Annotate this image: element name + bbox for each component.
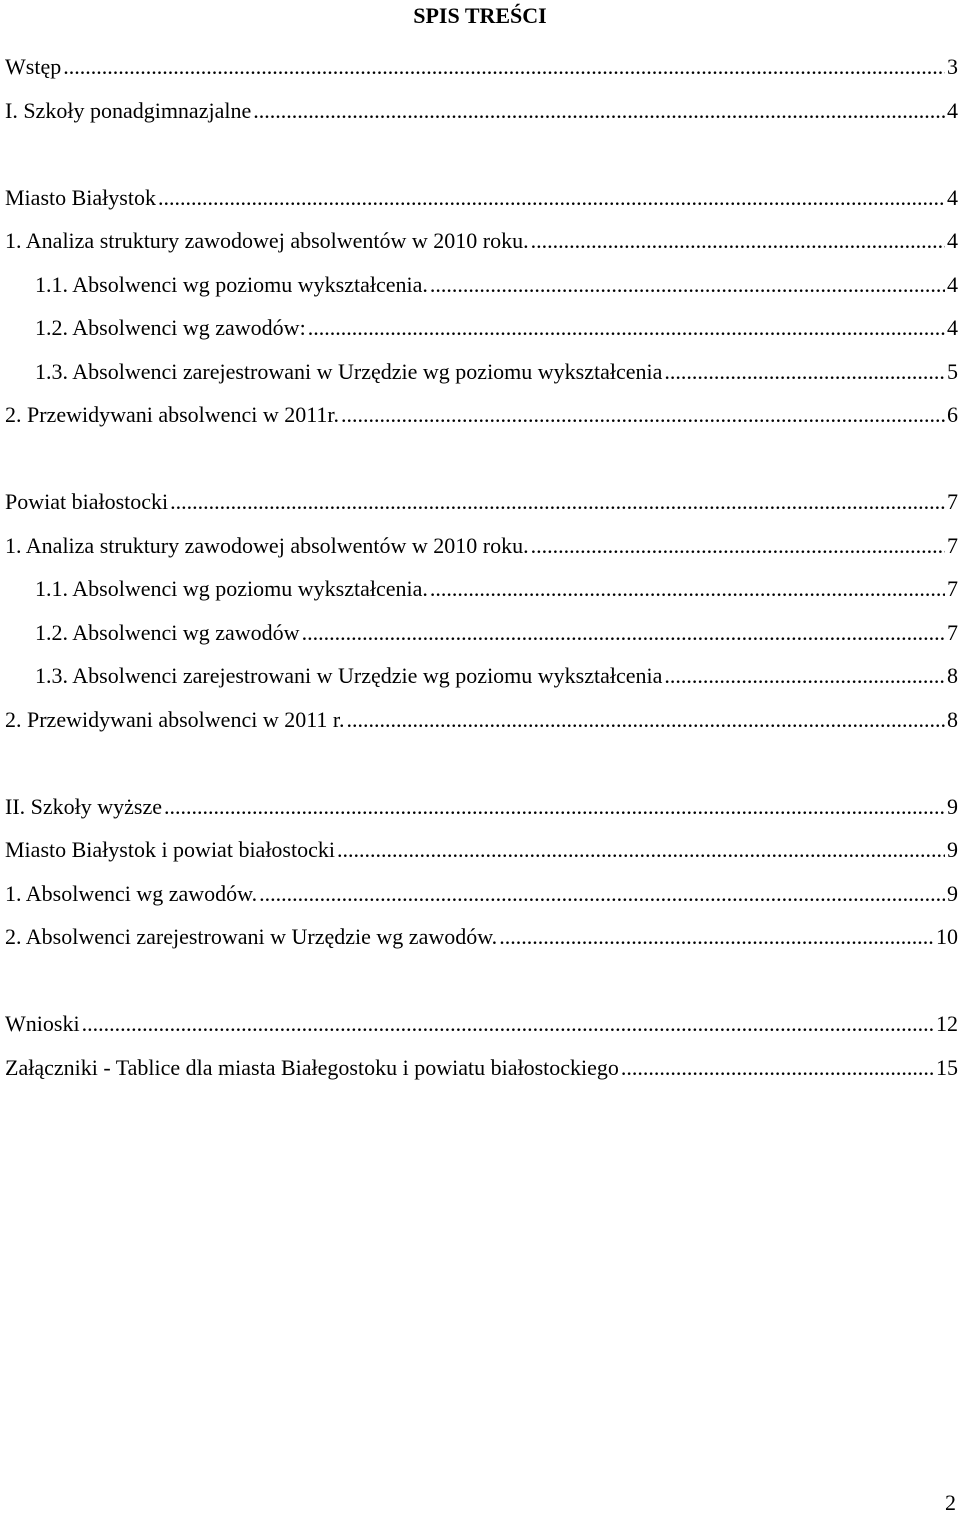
page-number: 2 xyxy=(945,1490,956,1515)
dot-leader xyxy=(621,1054,934,1082)
toc-entry-page: 7 xyxy=(947,532,958,558)
dot-leader xyxy=(430,271,945,299)
toc-entry[interactable] xyxy=(5,1010,958,1054)
toc-entry[interactable] xyxy=(5,836,958,880)
toc-entry[interactable] xyxy=(5,401,958,445)
toc-entry[interactable] xyxy=(5,1054,958,1098)
toc-entry[interactable] xyxy=(5,271,958,315)
toc-entry-title: 1.2. Absolwenci wg zawodów: xyxy=(35,315,306,340)
toc-entry-title: Miasto Białystok xyxy=(5,184,156,210)
toc-entry-page: 3 xyxy=(947,54,958,79)
toc-entry-title: Wstęp xyxy=(5,54,62,79)
dot-leader xyxy=(531,532,945,560)
toc-entry[interactable] xyxy=(5,488,958,532)
page-title: SPIS TREŚCI xyxy=(413,3,547,28)
toc-entry-page: 9 xyxy=(947,793,958,819)
toc-entry-title: 1.2. Absolwenci wg zawodów xyxy=(35,619,300,645)
toc-entry-page: 6 xyxy=(947,402,958,427)
toc-entry-page: 9 xyxy=(947,880,958,906)
toc-entry-title: 2. Przewidywani absolwenci w 2011 r. xyxy=(5,706,345,732)
toc-entry[interactable] xyxy=(5,53,958,97)
toc-entry[interactable] xyxy=(5,532,958,576)
dot-leader xyxy=(430,575,945,603)
dot-leader xyxy=(158,184,945,212)
toc-entry-title: 2. Absolwenci zarejestrowani w Urzędzie wg zawodów. xyxy=(5,924,498,949)
toc-entry-title: 1. Analiza struktury zawodowej absolwentów w 2010 roku. xyxy=(5,532,529,558)
toc-entry[interactable] xyxy=(5,358,958,402)
toc-entry-page: 7 xyxy=(947,576,958,601)
toc-entry-title: 1.1. Absolwenci wg poziomu wykształcenia. xyxy=(35,576,428,601)
toc-entry-page: 4 xyxy=(947,97,958,123)
toc-entry-page: 4 xyxy=(947,271,958,297)
dot-leader xyxy=(302,619,945,647)
toc-entry-title: Załączniki - Tablice dla miasta Białegostoku i powiatu białostockiego xyxy=(5,1054,619,1080)
dot-leader xyxy=(664,662,945,690)
toc-entry-title: 1. Analiza struktury zawodowej absolwentów w 2010 roku. xyxy=(5,228,529,253)
toc-entry-page: 8 xyxy=(947,663,958,688)
toc-entry-title: I. Szkoły ponadgimnazjalne xyxy=(5,97,252,123)
dot-leader xyxy=(253,97,945,125)
dot-leader xyxy=(337,836,945,864)
dot-leader xyxy=(170,488,945,516)
toc-entry[interactable] xyxy=(5,706,958,750)
toc-entry-page: 4 xyxy=(947,228,958,253)
dot-leader xyxy=(164,793,945,821)
toc-entry-page: 9 xyxy=(947,837,958,862)
toc-entry-title: II. Szkoły wyższe xyxy=(5,793,163,819)
dot-leader xyxy=(63,53,945,81)
toc-entry-page: 8 xyxy=(947,706,958,732)
dot-leader xyxy=(664,358,945,386)
toc-entry[interactable] xyxy=(5,793,958,837)
toc-entry[interactable] xyxy=(5,662,958,706)
toc-entry-title: 1.3. Absolwenci zarejestrowani w Urzędzie wg poziomu wykształcenia xyxy=(35,358,663,384)
toc-entry-page: 4 xyxy=(947,315,958,340)
toc-entry-page: 12 xyxy=(936,1011,958,1036)
toc-entry-title: Powiat białostocki xyxy=(5,489,169,514)
toc-entry-title: 2. Przewidywani absolwenci w 2011r. xyxy=(5,402,340,427)
toc-entry-page: 7 xyxy=(947,489,958,514)
toc-entry[interactable] xyxy=(5,880,958,924)
toc-entry-page: 4 xyxy=(947,184,958,210)
toc-entry-title: 1. Absolwenci wg zawodów. xyxy=(5,880,258,906)
dot-leader xyxy=(531,227,945,255)
toc-entry[interactable] xyxy=(5,184,958,228)
dot-leader xyxy=(259,880,945,908)
toc-entry-title: Wnioski xyxy=(5,1011,80,1036)
dot-leader xyxy=(82,1010,934,1038)
table-of-contents xyxy=(5,53,958,1097)
dot-leader xyxy=(499,923,934,951)
toc-entry-title: 1.3. Absolwenci zarejestrowani w Urzędzie wg poziomu wykształcenia xyxy=(35,663,663,688)
toc-entry[interactable] xyxy=(5,97,958,141)
toc-entry-title: 1.1. Absolwenci wg poziomu wykształcenia. xyxy=(35,271,428,297)
toc-entry[interactable] xyxy=(5,314,958,358)
toc-entry-page: 10 xyxy=(936,924,958,949)
toc-entry-page: 5 xyxy=(947,358,958,384)
toc-entry[interactable] xyxy=(5,227,958,271)
toc-entry-page: 7 xyxy=(947,619,958,645)
toc-entry[interactable] xyxy=(5,575,958,619)
dot-leader xyxy=(308,314,945,342)
toc-entry-title: Miasto Białystok i powiat białostocki xyxy=(5,837,335,862)
dot-leader xyxy=(341,401,945,429)
dot-leader xyxy=(347,706,945,734)
toc-entry[interactable] xyxy=(5,923,958,967)
toc-entry-page: 15 xyxy=(936,1054,958,1080)
toc-entry[interactable] xyxy=(5,619,958,663)
